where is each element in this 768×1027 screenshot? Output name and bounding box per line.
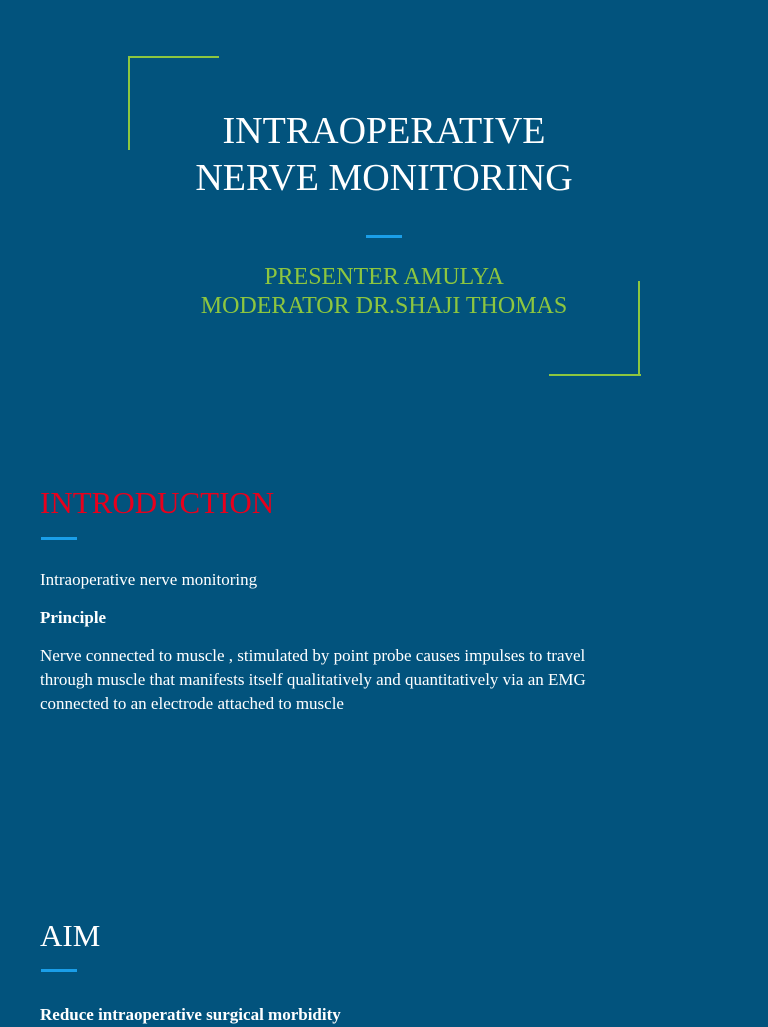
slide-title xyxy=(0,108,768,202)
intro-line: Intraoperative nerve monitoring xyxy=(40,570,258,589)
introduction-heading: INTRODUCTION xyxy=(40,485,275,520)
introduction-divider xyxy=(41,537,77,540)
aim-divider xyxy=(41,969,77,972)
paragraph-line: through muscle that manifests itself qualitatively and quantitatively via an EMG xyxy=(40,670,586,689)
moderator-text: MODERATOR DR.SHAJI THOMAS xyxy=(200,293,568,319)
presenter-text: PRESENTER AMULYA xyxy=(264,264,504,290)
corner-frame-bottom-right xyxy=(549,374,641,376)
principle-subheading: Principle xyxy=(40,608,107,627)
corner-frame-top-left xyxy=(128,56,219,58)
title-line-1: INTRAOPERATIVE xyxy=(222,110,546,152)
title-line-2: NERVE MONITORING xyxy=(195,157,573,199)
title-divider xyxy=(366,235,402,238)
principle-paragraph xyxy=(40,644,720,716)
paragraph-line: connected to an electrode attached to muscle xyxy=(40,694,344,713)
aim-heading: AIM xyxy=(40,918,101,953)
aim-line: Reduce intraoperative surgical morbidity xyxy=(40,1005,341,1024)
slide-subtitle xyxy=(0,263,768,321)
paragraph-line: Nerve connected to muscle , stimulated by point probe causes impulses to travel xyxy=(40,646,586,665)
